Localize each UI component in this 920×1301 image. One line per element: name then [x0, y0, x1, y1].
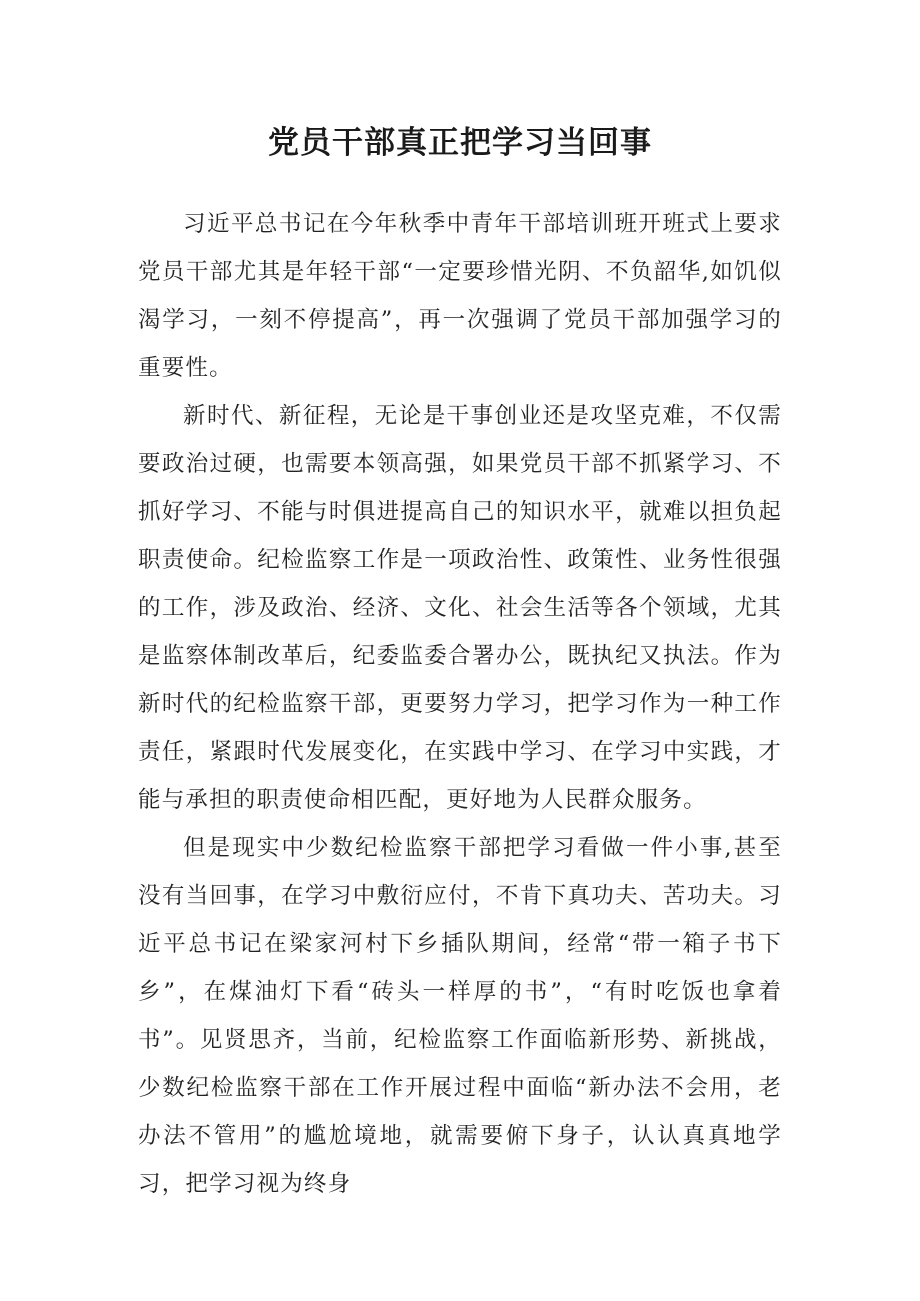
- paragraph-3: 但是现实中少数纪检监察干部把学习看做一件小事,甚至没有当回事，在学习中敷衍应付，不肯下真功夫、苦功夫。习近平总书记在梁家河村下乡插队期间，经常“带一箱子书下乡”，在煤油灯下看“砖头一样厚的书”，“有时吃饭也拿着书”。见贤思齐，当前，纪检监察工作面临新形势、新挑战，少数纪检监察干部在工作开展过程中面临“新办法不会用，老办法不管用”的尴尬境地，就需要俯下身子，认认真真地学习，把学习视为终身: [138, 835, 782, 1197]
- paragraph-1: 习近平总书记在今年秋季中青年干部培训班开班式上要求党员干部尤其是年轻干部“一定要珍惜光阴、不负韶华,如饥似渴学习，一刻不停提高”，再一次强调了党员干部加强学习的重要性。: [138, 211, 782, 381]
- document-body: [138, 200, 782, 1208]
- paragraph-2: 新时代、新征程，无论是干事创业还是攻坚克难，不仅需要政治过硬，也需要本领高强，如果党员干部不抓紧学习、不抓好学习、不能与时俱进提高自己的知识水平，就难以担负起职责使命。纪检监察工作是一项政治性、政策性、业务性很强的工作，涉及政治、经济、文化、社会生活等各个领域，尤其是监察体制改革后，纪委监委合署办公，既执纪又执法。作为新时代的纪检监察干部，更要努力学习，把学习作为一种工作责任，紧跟时代发展变化，在实践中学习、在学习中实践，才能与承担的职责使命相匹配，更好地为人民群众服务。: [138, 403, 782, 813]
- document-title: 党员干部真正把学习当回事: [268, 125, 652, 161]
